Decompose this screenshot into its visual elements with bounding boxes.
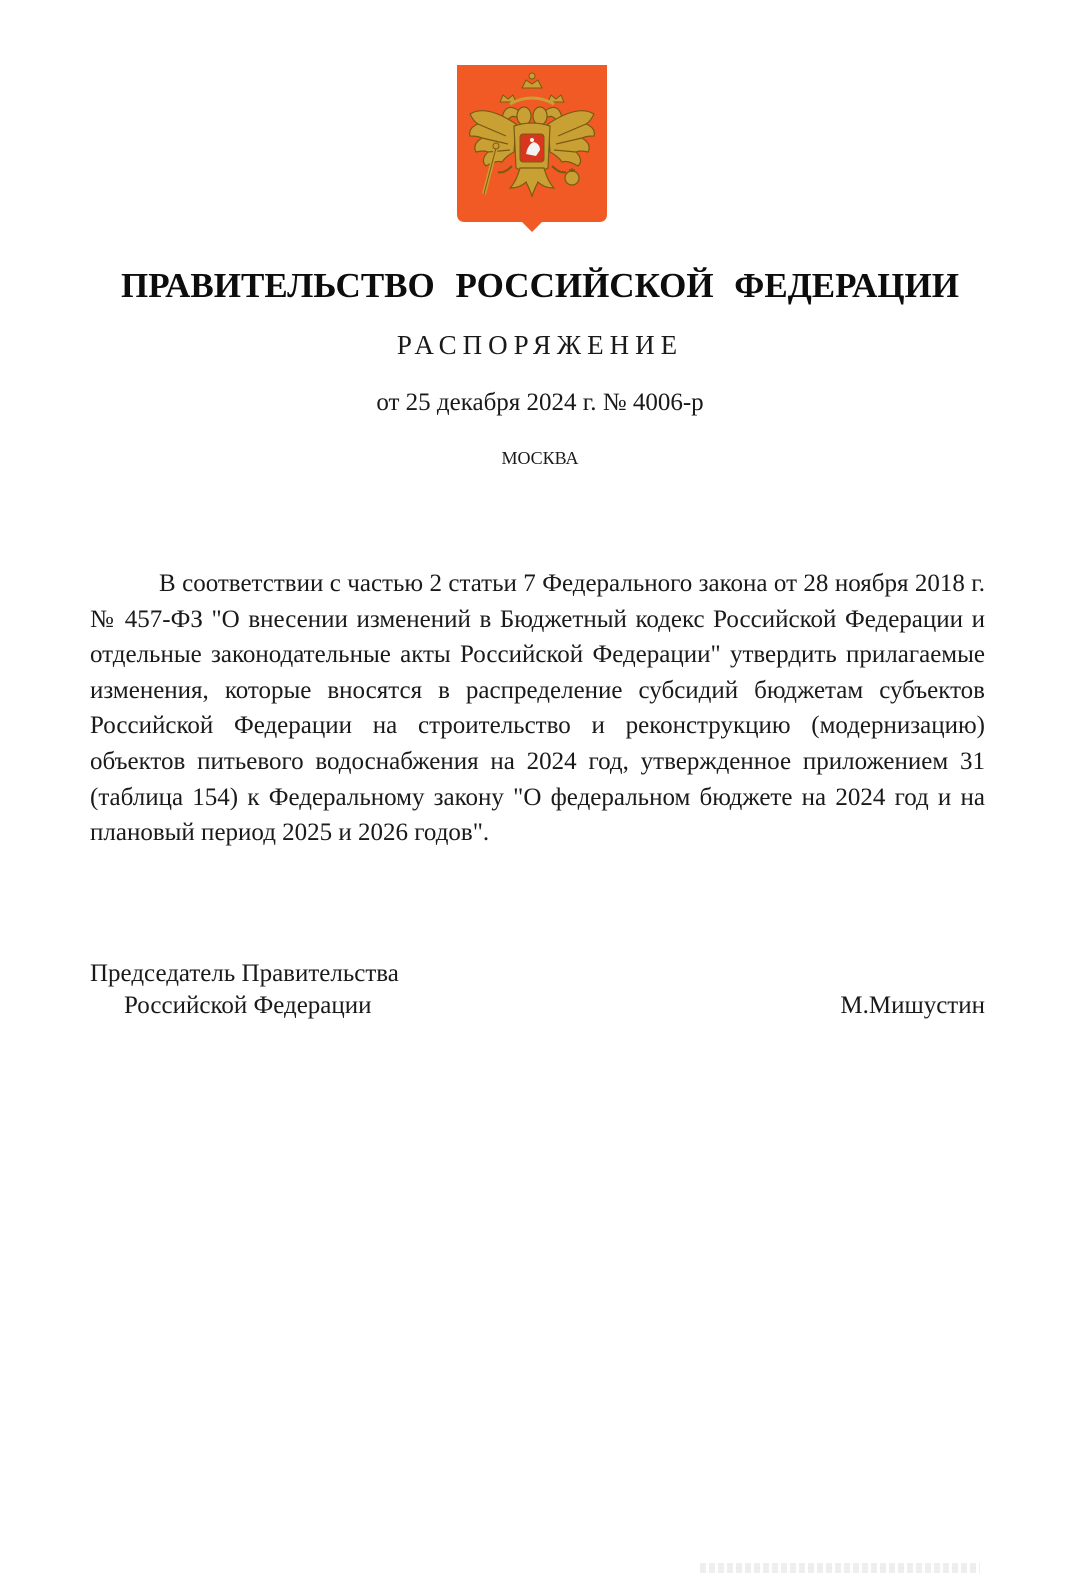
government-title: ПРАВИТЕЛЬСТВО РОССИЙСКОЙ ФЕДЕРАЦИИ [121, 266, 959, 305]
signatory-position-line1: Председатель Правительства [90, 960, 399, 987]
signatory-name: М.Мишустин [840, 992, 985, 1019]
document-city: МОСКВА [501, 448, 579, 468]
signatory-position [90, 958, 399, 1022]
footer-watermark-strip [700, 1563, 980, 1573]
signatory-position-line2: Российской Федерации [124, 992, 372, 1019]
russian-coat-of-arms-icon [456, 64, 608, 236]
coat-of-arms-emblem [456, 64, 608, 236]
document-body-paragraph: В соответствии с частью 2 статьи 7 Федерального закона от 28 ноября 2018 г. № 457-ФЗ "О внесении изменений в Бюджетный кодекс Российской Федерации и отдельные законодательные акты Российской Федерации" утвердить прилагаемые изменения, которые вносятся в распределение субсидий бюджетам субъектов Российской Федерации на строительство и реконструкцию (модернизацию) объектов питьевого водоснабжения на 2024 год, утвержденное приложением 31 (таблица 154) к Федеральному закону "О федеральном бюджете на 2024 год и на плановый период 2025 и 2026 годов". [90, 570, 985, 847]
document-date-number: от 25 декабря 2024 г. № 4006-р [376, 389, 704, 416]
document-type: РАСПОРЯЖЕНИЕ [396, 330, 684, 360]
